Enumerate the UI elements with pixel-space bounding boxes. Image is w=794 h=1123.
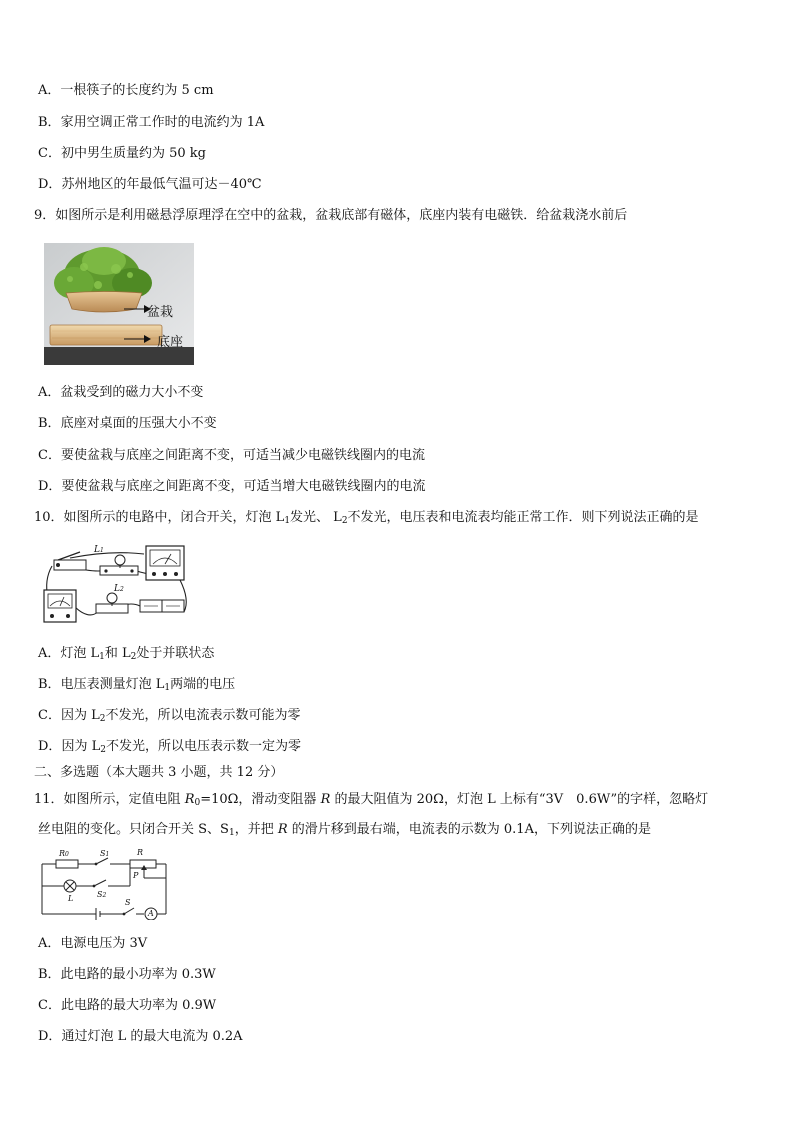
q11-option-d: D．通过灯泡 L 的最大电流为 0.2A (38, 1029, 243, 1044)
option-letter: D． (38, 177, 62, 192)
q8-option-c (38, 145, 206, 163)
label-R: R (137, 848, 144, 857)
label-ammeter-A: A (148, 909, 154, 918)
q11-option-a: A．电源电压为 3V (38, 936, 148, 951)
option-text: 盆栽受到的磁力大小不变 (60, 385, 204, 400)
q9-option-a (38, 384, 203, 402)
resistor-R0 (56, 860, 78, 868)
label-L: L (68, 894, 74, 903)
q10-option-b: B．电压表测量灯泡 $L_1$两端的电压 (38, 677, 236, 693)
option-letter: C． (38, 448, 61, 463)
option-text: 要使盆栽与底座之间距离不变，可适当增大电磁铁线圈内的电流 (61, 479, 426, 494)
q9-option-b (38, 415, 217, 433)
label-R0: R0 (59, 849, 69, 858)
q9-stem: 9．如图所示是利用磁悬浮原理浮在空中的盆栽，盆栽底部有磁体，底座内装有电磁铁．给盆栽浇水前后 (34, 208, 628, 223)
q9-option-d (38, 478, 425, 496)
option-text: 初中男生质量约为 50 kg (60, 146, 206, 161)
label-base: 底座 (157, 335, 184, 350)
option-letter: C． (38, 146, 61, 161)
option-text: 一根筷子的长度约为 5 cm (60, 83, 214, 98)
q9-option-c (38, 447, 425, 465)
q11-stem-line2: 丝电阻的变化。只闭合开关 S、$S_1$，并把 R 的滑片移到最右端，电流表的示数为 0.1A，下列说法正确的是 (38, 822, 651, 838)
q8-option-d (38, 176, 262, 194)
q8-option-b (38, 114, 264, 132)
q8-option-a (38, 82, 214, 100)
q11-option-c: C．此电路的最大功率为 0.9W (38, 998, 217, 1013)
q10-option-d: D．因为 $L_2$不发光，所以电压表示数一定为零 (38, 739, 301, 755)
option-letter: B． (38, 416, 61, 431)
option-letter: D． (38, 479, 62, 494)
q10-option-a: A．灯泡 $L_1$和 $L_2$处于并联状态 (38, 646, 215, 662)
label-pot: 盆栽 (147, 305, 174, 320)
option-text: 要使盆栽与底座之间距离不变，可适当减少电磁铁线圈内的电流 (60, 448, 425, 463)
q10-stem: 10．如图所示的电路中，闭合开关，灯泡 $L_1$发光、 $L_2$不发光，电压表和电流表均能正常工作．则下列说法正确的是 (34, 510, 699, 526)
q9-figure-maglev-plant (44, 243, 194, 365)
label-S: S (125, 898, 131, 907)
option-letter: A． (38, 83, 61, 98)
section-heading-multiple-choice: 二、多选题（本大题共 3 小题，共 12 分） (34, 765, 284, 780)
q11-figure-circuit-diagram (38, 848, 172, 920)
label-S1: S1 (100, 849, 110, 858)
option-text: 底座对桌面的压强大小不变 (60, 416, 217, 431)
option-text: 家用空调正常工作时的电流约为 1A (60, 115, 265, 130)
q10-figure-circuit-photo (40, 540, 192, 630)
option-letter: B． (38, 115, 61, 130)
q11-option-b: B．此电路的最小功率为 0.3W (38, 967, 216, 982)
q11-stem-line1: 11．如图所示，定值电阻 $R_0=10\Omega$，滑动变阻器 R 的最大阻值为 20Ω，灯泡 L 上标有“3V 0.6W”的字样，忽略灯 (34, 792, 709, 808)
option-text: 苏州地区的年最低气温可达－40℃ (61, 177, 262, 192)
label-P: P (133, 871, 139, 880)
label-L2: L2 (114, 584, 124, 594)
option-letter: A． (38, 385, 61, 400)
q10-option-c: C．因为 $L_2$不发光，所以电流表示数可能为零 (38, 708, 301, 724)
label-L1: L1 (94, 545, 104, 555)
label-S2: S2 (97, 890, 107, 899)
